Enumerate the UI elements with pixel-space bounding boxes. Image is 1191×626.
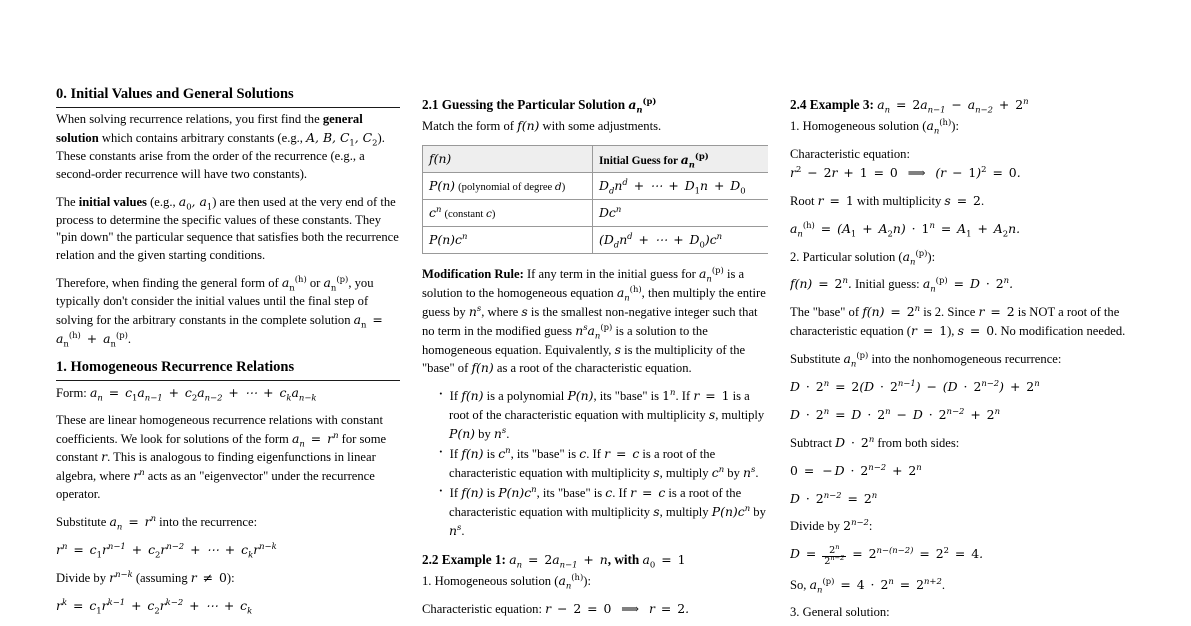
line-substitute-ex3 <box>790 350 1136 369</box>
math-eq1: $D \cdot 2^n = 2(D \cdot 2^{n-1}) - (D \cdot 2^{n-2}) + 2^n$ <box>790 377 1040 394</box>
math-an-p: $a_n^{(p)}$ <box>323 274 349 293</box>
math-an-p-final: $a_n^{(p)} = 4 \cdot 2^n = 2^{n+2}$ <box>809 575 942 595</box>
math-substitute-an-rn: $a_n = r^n$ <box>109 512 157 532</box>
math-r-eq-c-b2: r = c <box>604 446 640 462</box>
math-ns-b2: $n^s$ <box>743 463 756 480</box>
math-fn-equals-2n-2: f(n) = 2$^n$ <box>862 303 921 320</box>
math-an-h: $a_n^{(h)}$ <box>281 274 307 293</box>
math-fn-b3: f(n) <box>461 485 484 501</box>
text-fragment: 1. Homogeneous solution ( <box>790 119 927 134</box>
text-fragment: or <box>306 276 324 291</box>
term-general-solution: general solution <box>56 112 363 145</box>
math-rn: $r^n$ <box>133 467 145 484</box>
math-pncn-b3: $P(n)c^n$ <box>498 484 537 501</box>
math-d-2n: D · 2$^n$ <box>835 433 875 450</box>
math-cn-b2b: $c^n$ <box>711 463 725 480</box>
text-fragment: into the recurrence: <box>156 515 258 530</box>
equation-4 <box>790 490 1136 509</box>
table-row <box>423 200 769 227</box>
math-r-neq-0: r ≠ 0 <box>190 569 227 585</box>
math-r-n-minus-k: $r^{n-k}$ <box>109 568 133 585</box>
math-pncn-b3b: $P(n)c^n$ <box>711 502 751 520</box>
math-s-1: s <box>521 303 528 319</box>
table-row <box>423 173 769 200</box>
math-r-eq-2: r = 2 <box>978 304 1015 320</box>
cell-fn-polynomial <box>423 173 593 200</box>
text-fragment: Divide by <box>790 519 844 534</box>
term-modification-rule: Modification Rule: <box>422 267 524 282</box>
math-pncn: $P(n)c^n$ <box>429 230 468 248</box>
text-fragment: is the multiplicity of the "base" of <box>422 342 746 376</box>
text-fragment: . <box>941 577 945 592</box>
line-form <box>56 384 400 403</box>
paragraph-modification-rule <box>422 265 768 378</box>
text-fragment: , then multiply the entire guess by <box>422 285 766 319</box>
math-an-h-ex3: $a_n^{(h)}$ <box>926 117 952 136</box>
math-cn: $c^n$ <box>429 203 442 221</box>
text-fragment: ), <box>947 324 958 339</box>
math-an-h-solution-ex3: $a_n^{(h)} = (A_1 + A_2n) \cdot 1^n = A_1 + A_2n$. <box>790 219 1021 239</box>
heading-text: , with <box>607 552 643 568</box>
math-1n: 1$^n$ <box>662 387 676 404</box>
text-fragment: ): <box>927 249 936 264</box>
text-fragment: ): <box>583 574 591 589</box>
math-a0-a1: $a_0$, $a_1$ <box>178 193 213 212</box>
label-characteristic: Characteristic equation: <box>422 602 546 617</box>
text-fragment: If any term in the initial guess for <box>523 267 700 282</box>
list-item: · If f(n) is $P(n)c^n$, its "base" is c. If r = c is a root of the characteristic equation with multiplicity s, multiply $P(n)c^n$ by $n^s$. <box>438 484 768 540</box>
line-fn-initial-guess-ex3: f(n) = 2$^n$. Initial guess: $a_n^{(p)} = D \cdot 2^n$. <box>790 275 1014 294</box>
line-root-multiplicity: Root r = 1 with multiplicity s = 2. <box>790 192 985 208</box>
heading-example-3 <box>790 96 1136 113</box>
math-an-p-step2-ex3: $a_n^{(p)}$ <box>902 247 928 267</box>
note-polynomial-degree: (polynomial of degree d) <box>458 181 566 194</box>
table-row <box>423 227 769 254</box>
math-eq4: $D \cdot 2^{n-2} = 2^n$ <box>790 489 878 506</box>
equation-divided <box>56 597 400 616</box>
line-substitute <box>56 513 400 532</box>
math-form-equation: $a_n = c_1a_{n-1} + c_2a_{n-2}$ + ⋯ + $c_ka_{n-k}$ <box>89 384 317 403</box>
math-eq3: 0 = − $D \cdot 2^{n-2} + 2^n$ <box>790 461 922 478</box>
math-ns-b1: $n^s$ <box>493 424 507 441</box>
table-header-initial-guess <box>593 146 769 173</box>
math-s-eq-0: s = 0 <box>957 323 995 339</box>
text-fragment: When solving recurrence relations, you first find the <box>56 112 323 127</box>
math-r-eq-1-ex3: r = 1 <box>817 192 854 208</box>
math-char-eq-ex1: r − 2 = 0 ⟹ r = 2. <box>545 601 690 617</box>
text-fragment: ): <box>951 119 959 134</box>
initial-guess-table <box>422 145 768 254</box>
text-fragment: with some adjustments. <box>539 119 662 134</box>
math-rn-expansion: $r^n = c_1r^{n-1} + c_2r^{n-2}$ + ⋯ + $c_kr^{n-k}$ <box>56 540 277 560</box>
equation-homogeneous-solution-ex3 <box>790 220 1136 239</box>
equation-substituted <box>56 541 400 560</box>
math-char-eq-ex3: $r^2 - 2r + 1 = 0$ ⟹ $(r - 1)^2 = 0$. <box>790 163 1021 180</box>
cell-guess-constant <box>593 200 769 227</box>
paragraph-general-solution <box>56 111 400 184</box>
heading-text: 2.1 Guessing the Particular Solution <box>422 97 629 112</box>
math-example1-initial: $a_0 = 1$ <box>642 552 686 570</box>
math-s-eq-2: s = 2 <box>944 192 981 208</box>
math-an-p-header: $a_n^{(p)}$ <box>680 150 709 169</box>
math-fn: f(n) <box>517 118 540 134</box>
text-fragment: into the nonhomogeneous recurrence: <box>868 352 1062 367</box>
text-fragment: is the smallest non-negative integer such that no term in the modified guess <box>422 304 758 338</box>
line-characteristic-equation-ex1 <box>422 600 768 619</box>
math-an-h-1: $a_n^{(h)}$ <box>616 283 642 303</box>
math-s-b2: s <box>653 464 660 480</box>
column-left <box>56 85 400 626</box>
text-fragment: . <box>127 331 132 346</box>
line-homogeneous-step-1-ex3 <box>790 117 1136 136</box>
math-an-equals-rn: $a_n = r^n$ <box>292 429 339 448</box>
text-fragment: is a solution to the homogeneous equation <box>422 267 745 300</box>
text-fragment: These are linear homogeneous recurrence relations with constant coefficients. We look for solutions of the form <box>56 412 383 446</box>
math-fn-header: f(n) <box>429 151 452 167</box>
math-c: c <box>485 208 492 221</box>
math-example3-recurrence: $a_n = 2a_{n-1} - a_{n-2} + 2^n$ <box>877 95 1029 115</box>
text-fragment: ). These constants arise from the order of the recurrence (e.g., a second-order recurrence will have two constants). <box>56 131 385 181</box>
cell-fn-constant <box>423 200 593 227</box>
text-fragment: The <box>56 194 79 209</box>
heading-text: 2.4 Example 3: <box>790 97 878 112</box>
label-divide: Divide by <box>56 570 110 585</box>
math-cn-b2: $c^n$ <box>498 445 511 462</box>
text-fragment: for some constant <box>56 431 387 465</box>
math-pn-b1: P(n) <box>567 388 594 404</box>
math-an-p-subst: $a_n^{(p)}$ <box>843 349 869 369</box>
math-an-h-plus-an-p: $a_n^{(h)} + a_n^{(p)}$ <box>56 329 128 349</box>
math-fn-b1: f(n) <box>461 388 484 404</box>
heading-text: 2.2 Example 1: <box>422 552 510 568</box>
text-fragment: . No modification needed. <box>994 324 1126 339</box>
math-rk-expansion: $r^k = c_1r^{k-1} + c_2r^{k-2}$ + ⋯ + $c_k$ <box>56 596 253 616</box>
text-fragment: is 2. Since <box>920 305 979 320</box>
math-r-eq-c-b3: r = c <box>630 485 666 501</box>
math-r: r <box>101 449 108 465</box>
line-so-particular <box>790 576 1136 595</box>
line-particular-step-2-ex3 <box>790 248 1136 267</box>
equation-3 <box>790 462 1136 481</box>
cell-fn-poly-times-cn <box>423 227 593 254</box>
math-r-eq-1-check: r = 1 <box>910 323 948 339</box>
text-fragment: which contains arbitrary constants (e.g., <box>98 131 307 145</box>
equation-substituted-2 <box>790 406 1136 425</box>
text-fragment: . This is analogous to finding eigenfunctions in linear algebra, where <box>56 450 376 484</box>
math-an: $a_n$ = <box>353 311 383 330</box>
heading-example-1 <box>422 551 768 568</box>
label-characteristic: Characteristic equation: <box>790 147 910 162</box>
paragraph-initial-values <box>56 193 400 266</box>
text-fragment: (assuming <box>132 570 191 585</box>
cell-guess-polynomial <box>593 173 769 200</box>
math-an-p-1: $a_n^{(p)}$ <box>699 264 724 284</box>
math-n-s: $n^s$ <box>468 302 482 319</box>
list-item: · If f(n) is $c^n$, its "base" is c. If r = c is a root of the characteristic equation with multiplicity s, multiply $c^n$ by $n^s$. <box>438 445 768 482</box>
math-d: d <box>554 181 562 194</box>
math-an-p-equals-d2n: $a_n^{(p)} = D \cdot 2^n$. <box>922 275 1014 294</box>
text-fragment: The "base" of <box>790 305 863 320</box>
three-column-layout <box>56 85 1145 626</box>
heading-guessing-particular-solution <box>422 96 768 113</box>
label-substitute: Substitute <box>56 515 110 530</box>
math-eq5: D = $\frac{2^n}{2^{n-2}}$ = $2^{n-(n-2)} = 2^2 = 4$. <box>790 542 984 567</box>
equation-substituted-1 <box>790 378 1136 397</box>
math-s-b1: s <box>708 406 716 422</box>
math-an-p-heading: $a_n^{(p)}$ <box>628 95 657 115</box>
text-fragment: is NOT a root of the characteristic equation ( <box>790 305 1120 339</box>
cell-guess-poly-times-cn <box>593 227 769 254</box>
text-fragment: Subtract <box>790 435 836 450</box>
text-fragment: So, <box>790 577 810 592</box>
line-divide <box>56 569 400 588</box>
math-example1-recurrence: $a_n = 2a_{n-1} + n$ <box>509 552 608 570</box>
text-fragment: ) are then used at the very end of the process to determine the specific values of these constants. They "pin down" the particular sequence that satisfies both the recurrence relation and the given starting conditions. <box>56 194 399 263</box>
math-s-2: s <box>614 341 621 357</box>
heading-homogeneous-recurrence: 1. Homogeneous Recurrence Relations <box>56 358 400 381</box>
text-fragment: Match the form of <box>422 119 518 134</box>
fraction-2n-over-2n-2: $\frac{2^n}{2^{n-2}}$ <box>824 542 845 567</box>
math-pn-b1b: P(n) <box>449 425 476 441</box>
table-header-row <box>423 146 769 173</box>
text-fragment: , you typically don't consider the initial values until the final step of solving for the arbitrary constants in the complete solution <box>56 276 374 327</box>
paragraph-match-form <box>422 117 768 136</box>
line-homogeneous-step-1 <box>422 572 768 591</box>
line-general-solution-step-3: 3. General solution: <box>790 604 890 619</box>
paragraph-linear-homogeneous <box>56 412 400 504</box>
math-pn: P(n) <box>429 178 456 194</box>
math-guess-poly-cn: ($D_dn^d$ + ⋯ + $D_0)c^n$ <box>599 230 723 250</box>
text-fragment: as a root of the characteristic equation. <box>493 361 692 376</box>
label-form: Form: <box>56 385 90 400</box>
heading-initial-values: 0. Initial Values and General Solutions <box>56 85 400 108</box>
table-header-fn <box>423 146 593 173</box>
note-constant-c: (constant c) <box>444 208 496 221</box>
text-fragment: : <box>868 519 873 534</box>
math-fn-equals-2n: f(n) = 2$^n$. <box>790 275 852 292</box>
text-fragment: ): <box>226 570 235 585</box>
math-c-b2: c <box>579 446 587 462</box>
math-ns-b3: $n^s$ <box>449 521 462 538</box>
math-an-h-step1: $a_n^{(h)}$ <box>558 572 584 591</box>
line-characteristic-equation-ex3 <box>790 145 1136 183</box>
header-label: Initial Guess for <box>599 154 681 167</box>
text-fragment: from both sides: <box>874 435 960 450</box>
math-fn-2: f(n) <box>471 360 494 376</box>
list-item: · If f(n) is a polynomial P(n), its "base" is 1$^n$. If r = 1 is a root of the characteristic equation with multiplicity s, multiply P(n) by $n^s$. <box>438 387 768 443</box>
math-constants: A, B, $C_1$, $C_2$ <box>306 130 378 148</box>
math-eq2: $D \cdot 2^n = D \cdot 2^n - D \cdot 2^{n-2} + 2^n$ <box>790 405 1000 422</box>
math-guess-polynomial: $D_dn^d$ + ⋯ + $D_1n + D_0$ <box>599 176 746 196</box>
math-2-n-minus-2: $2^{n-2}$ <box>843 517 869 534</box>
math-guess-dcn: Dc$^n$ <box>599 203 622 221</box>
text-fragment: acts as an "eigenvector" under the recurrence operator. <box>56 469 375 502</box>
modification-rule-bullets <box>422 387 768 540</box>
paragraph-base-check <box>790 303 1136 341</box>
text-fragment: Therefore, when finding the general form of <box>56 276 282 291</box>
paragraph-general-form <box>56 274 400 349</box>
text-fragment: 1. Homogeneous solution ( <box>422 574 559 589</box>
math-ns-an-p: $n^sa_n^{(p)}$ <box>575 321 613 341</box>
equation-5-solve-d <box>790 542 1136 567</box>
line-subtract <box>790 434 1136 453</box>
text-fragment: , where <box>481 304 522 319</box>
line-divide-ex3 <box>790 517 1136 536</box>
math-c-b3: c <box>605 485 613 501</box>
text-fragment: is a solution to the homogeneous equation. Equivalently, <box>422 323 708 357</box>
text-fragment: Substitute <box>790 352 844 367</box>
text-fragment: (e.g., <box>146 194 179 209</box>
math-r-eq-1: r = 1 <box>693 388 730 404</box>
math-s-b3: s <box>653 504 660 520</box>
column-right <box>790 85 1136 626</box>
math-fn-b2: f(n) <box>461 446 484 462</box>
column-middle <box>422 85 768 626</box>
term-initial-values: initial values <box>78 194 147 209</box>
text-fragment: 2. Particular solution ( <box>790 249 903 264</box>
